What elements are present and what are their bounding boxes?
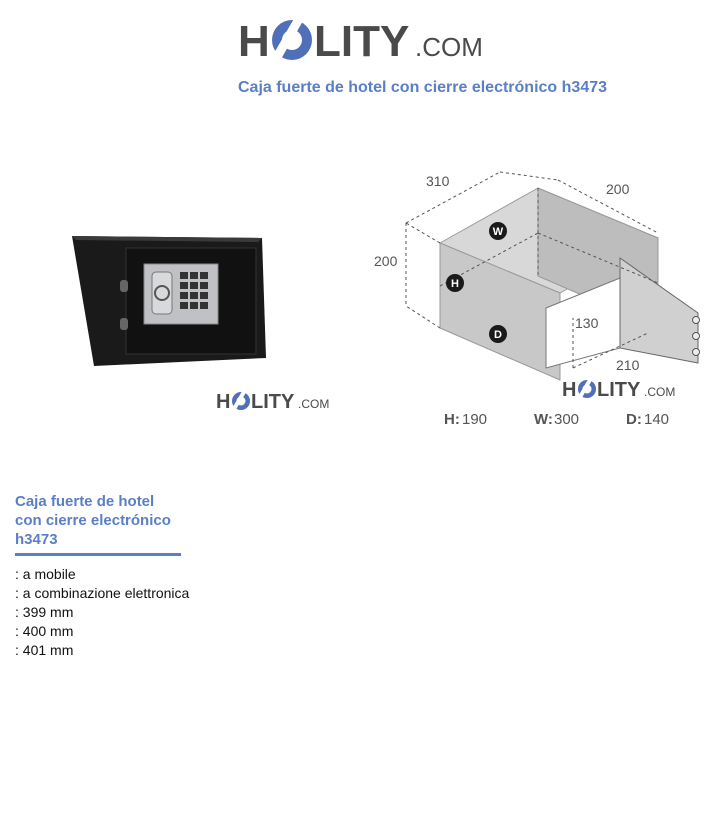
- spec-h-label: H:: [444, 411, 460, 428]
- svg-text:H: H: [562, 379, 577, 401]
- spec-item: : 399 mm: [15, 604, 74, 620]
- spec-title: Caja fuerte de hotel con cierre electrónico h3473: [15, 493, 171, 548]
- logo-o-icon: [271, 14, 312, 63]
- logo-tld: .COM: [415, 32, 483, 62]
- spec-d-label: D:: [626, 411, 642, 428]
- svg-text:D: D: [494, 329, 502, 341]
- spec-list: [15, 565, 189, 660]
- dim-width-label: 310: [426, 173, 450, 189]
- spec-h-value: 190: [462, 411, 488, 428]
- svg-text:H: H: [451, 278, 459, 290]
- dim-height-label: 200: [374, 253, 398, 269]
- dimension-diagram: [368, 158, 713, 433]
- svg-text:W: W: [492, 226, 504, 238]
- dim-inner-label: 130: [575, 315, 599, 331]
- spec-w-label: W:: [534, 411, 553, 428]
- marker-d: [489, 325, 507, 343]
- hinge-icon: [693, 333, 700, 340]
- logo-letters: LITY: [314, 17, 410, 66]
- svg-text:LITY: LITY: [597, 379, 641, 401]
- dim-depth-label: 200: [606, 181, 630, 197]
- spec-item: : a combinazione elettronica: [15, 585, 190, 601]
- spec-w-value: 300: [554, 411, 580, 428]
- watermark-letter-h: H: [216, 391, 231, 413]
- marker-h: [446, 274, 464, 292]
- spec-d-value: 140: [644, 411, 670, 428]
- diagram-spec-row: [444, 411, 669, 428]
- hinge-icon: [120, 318, 128, 330]
- spec-item: : 400 mm: [15, 623, 74, 639]
- hinge-icon: [693, 317, 700, 324]
- dim-bottom-label: 210: [616, 357, 640, 373]
- safe-photo: [66, 228, 276, 373]
- hinge-icon: [693, 349, 700, 356]
- marker-w: [489, 222, 507, 240]
- spec-item: : 401 mm: [15, 642, 74, 658]
- open-door: [620, 258, 698, 363]
- hinge-icon: [120, 280, 128, 292]
- svg-text:.COM: .COM: [644, 385, 676, 399]
- watermark-letters: LITY: [251, 391, 295, 413]
- photo-watermark-logo: [216, 386, 336, 416]
- watermark-tld: .COM: [298, 397, 330, 411]
- diagram-watermark-logo: [562, 377, 675, 401]
- spec-item: : a mobile: [15, 566, 76, 582]
- holity-logo[interactable]: [238, 14, 488, 66]
- logo-letter-h: H: [238, 17, 270, 66]
- spec-divider: [15, 553, 181, 556]
- watermark-o-icon: [232, 389, 250, 412]
- page-title: Caja fuerte de hotel con cierre electrónico h3473: [237, 79, 608, 96]
